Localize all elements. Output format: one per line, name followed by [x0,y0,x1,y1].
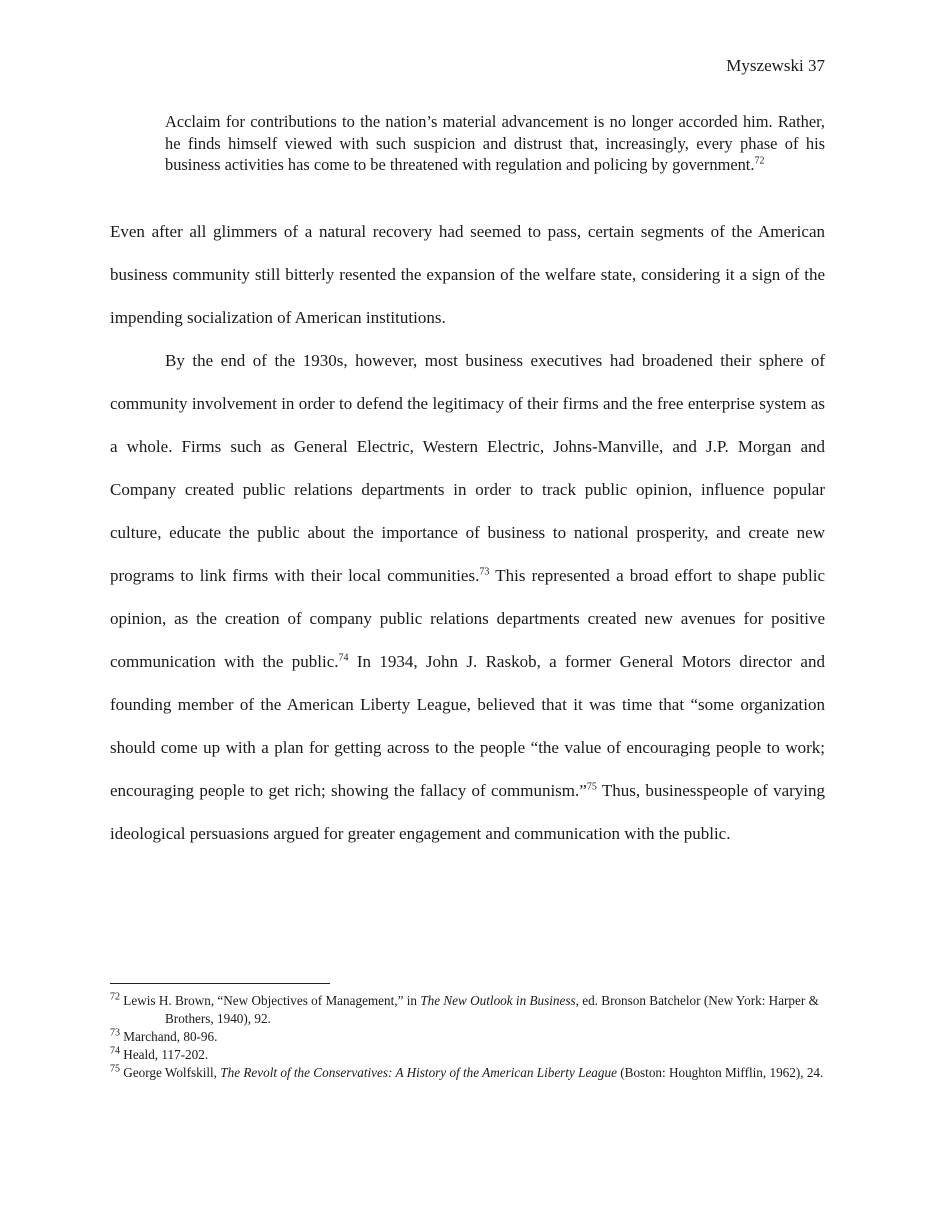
footnote-title: The Revolt of the Conservatives: A History of the American Liberty League [220,1065,617,1080]
footnote-ref-74[interactable]: 74 [338,652,349,664]
footnote-73 [110,1028,825,1046]
paragraph-2 [110,339,825,855]
block-quote [165,111,825,176]
footnote-75 [110,1064,825,1082]
paragraph-2-part-a: By the end of the 1930s, however, most business executives had broadened their sphere of community involvement in order to defend the legitimacy of their firms and the free enterprise system as a whole. Firms such as General Electric, Western Electric, Johns-Manville, and J.P. Morgan and Company created public relations departments in order to track public opinion, influence popular culture, educate the public about the importance of business to national prosperity, and create new programs to link firms with their local communities. [110,351,825,585]
paragraph-2-part-c: In 1934, John J. Raskob, a former General Motors director and founding member of the American Liberty League, believed that it was time that “some organization should come up with a plan for getting across to the people “the value of encouraging people to work; encouraging people to get rich; showing the fallacy of communism.” [110,652,825,800]
footnote-text: Lewis H. Brown, “New Objectives of Management,” in [123,993,421,1008]
paragraph-2-part-b: This represented a broad effort to shape public opinion, as the creation of company public relations departments created new avenues for positive communication with the public. [110,566,825,671]
footnote-separator [110,983,330,984]
footnote-ref-72[interactable]: 72 [754,155,765,167]
body-text [110,210,825,855]
footnote-74 [110,1046,825,1064]
footnote-number: 75 [110,1063,120,1075]
footnote-text: (Boston: Houghton Mifflin, 1962), 24. [616,1065,824,1080]
footnote-72 [110,992,825,1028]
block-quote-text: Acclaim for contributions to the nation’s material advancement is no longer accorded him. Rather, he finds himself viewed with such suspicion and distrust that, increasingly, every phase of his business activities has come to be threatened with regulation and policing by government. [165,112,825,174]
footnote-ref-75[interactable]: 75 [586,781,597,793]
running-header: Myszewski 37 [726,56,825,75]
footnote-text: Heald, 117-202. [123,1047,209,1062]
paragraph-1: Even after all glimmers of a natural recovery had seemed to pass, certain segments of the American business community still bitterly resented the expansion of the welfare state, considering it a sign of the impending socialization of American institutions. [110,222,825,327]
footnotes [110,992,825,1082]
footnote-number: 74 [110,1045,120,1057]
footnote-ref-73[interactable]: 73 [479,566,490,578]
footnote-text: Marchand, 80-96. [123,1029,218,1044]
footnote-text: , ed. Bronson Batchelor (New York: Harper & Brothers, 1940), 92. [165,993,819,1026]
footnote-number: 72 [110,991,120,1003]
footnote-number: 73 [110,1027,120,1039]
footnote-text: George Wolfskill, [123,1065,221,1080]
footnote-title: The New Outlook in Business [420,993,576,1008]
paragraph-2-part-d: Thus, businesspeople of varying ideological persuasions argued for greater engagement and communication with the public. [110,781,825,843]
